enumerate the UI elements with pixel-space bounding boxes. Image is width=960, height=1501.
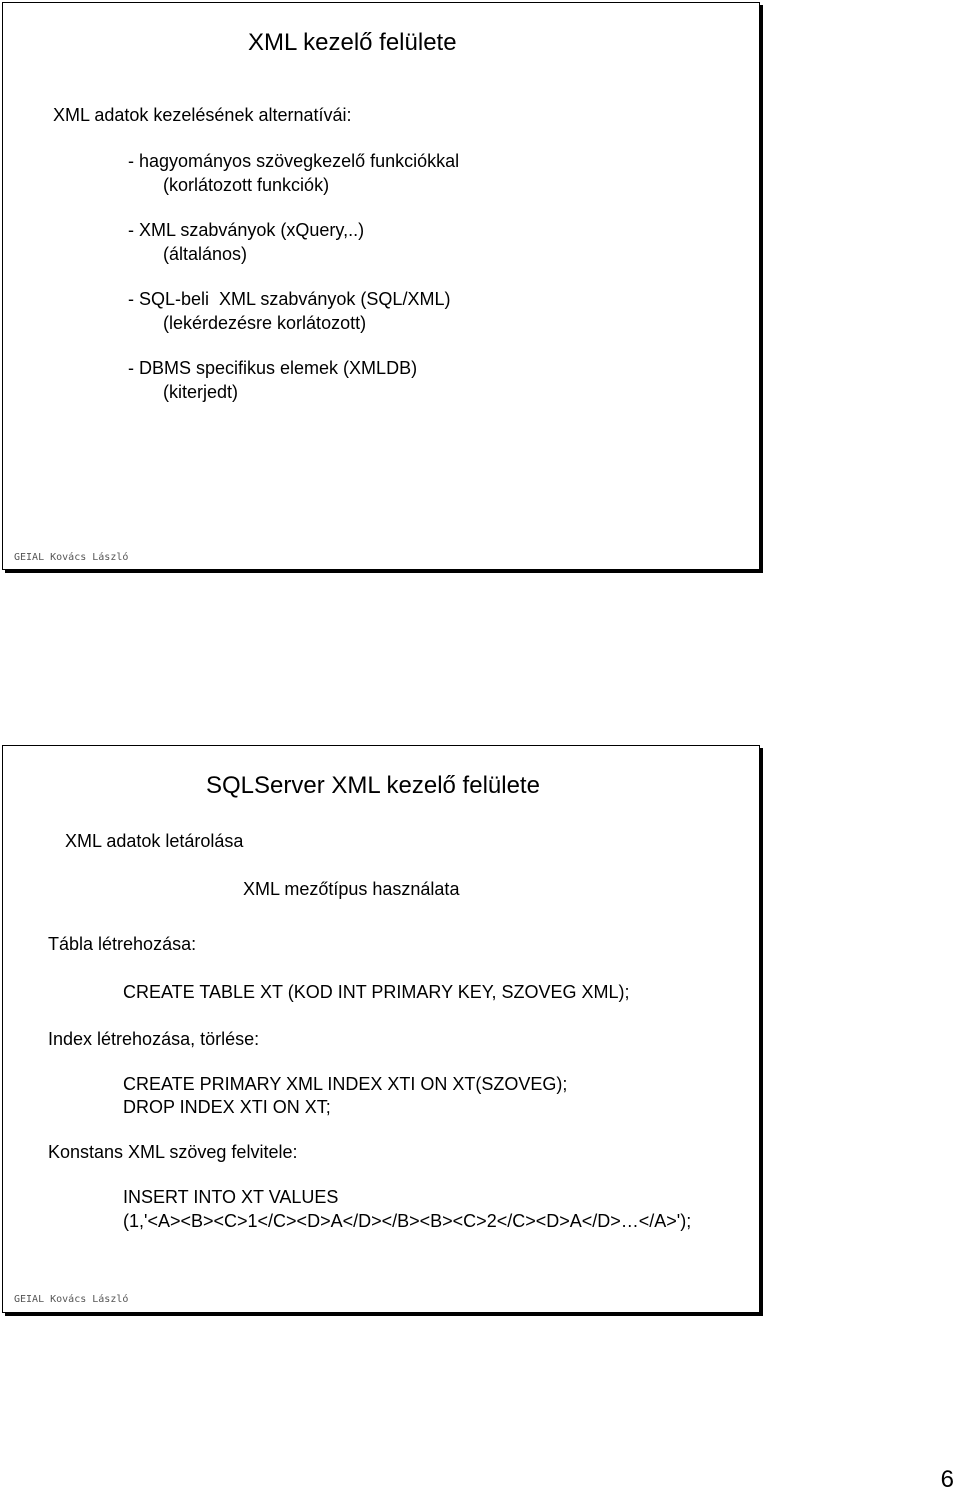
slide-footer: GEIAL Kovács László <box>14 1294 129 1305</box>
table-label: Tábla létrehozása: <box>48 934 197 954</box>
list-item-sub: (korlátozott funkciók) <box>163 175 330 195</box>
list-item-main: - SQL-beli XML szabványok (SQL/XML) <box>128 289 451 309</box>
intro-text: XML adatok kezelésének alternatívái: <box>53 105 352 125</box>
list-item-sub: (általános) <box>163 244 248 264</box>
slide-xml-interface <box>2 2 760 570</box>
code-drop-index: DROP INDEX XTI ON XT; <box>123 1097 331 1117</box>
page-number: 6 <box>940 1466 954 1493</box>
list-item-main: - DBMS specifikus elemek (XMLDB) <box>128 358 418 378</box>
slide-title: SQLServer XML kezelő felülete <box>206 772 540 799</box>
subtitle-center: XML mezőtípus használata <box>243 879 460 899</box>
list-item-main: - hagyományos szövegkezelő funkciókkal <box>128 151 460 171</box>
list-item-main: - XML szabványok (xQuery,..) <box>128 220 365 240</box>
code-create-index: CREATE PRIMARY XML INDEX XTI ON XT(SZOVEG); <box>123 1074 568 1094</box>
list-item-sub: (lekérdezésre korlátozott) <box>163 313 367 333</box>
code-insert-values: (1,'<A><B><C>1</C><D>A</D></B><B><C>2</C><D>A</D>…</A>'); <box>123 1211 692 1231</box>
slide-sqlserver-xml <box>2 745 760 1313</box>
code-insert: INSERT INTO XT VALUES <box>123 1187 339 1207</box>
subtitle-left: XML adatok letárolása <box>65 831 244 851</box>
list-item-sub: (kiterjedt) <box>163 382 239 402</box>
slide-footer: GEIAL Kovács László <box>14 552 129 563</box>
slide-title: XML kezelő felülete <box>248 29 457 56</box>
index-label: Index létrehozása, törlése: <box>48 1029 260 1049</box>
code-create-table: CREATE TABLE XT (KOD INT PRIMARY KEY, SZOVEG XML); <box>123 982 630 1002</box>
insert-label: Konstans XML szöveg felvitele: <box>48 1142 298 1162</box>
